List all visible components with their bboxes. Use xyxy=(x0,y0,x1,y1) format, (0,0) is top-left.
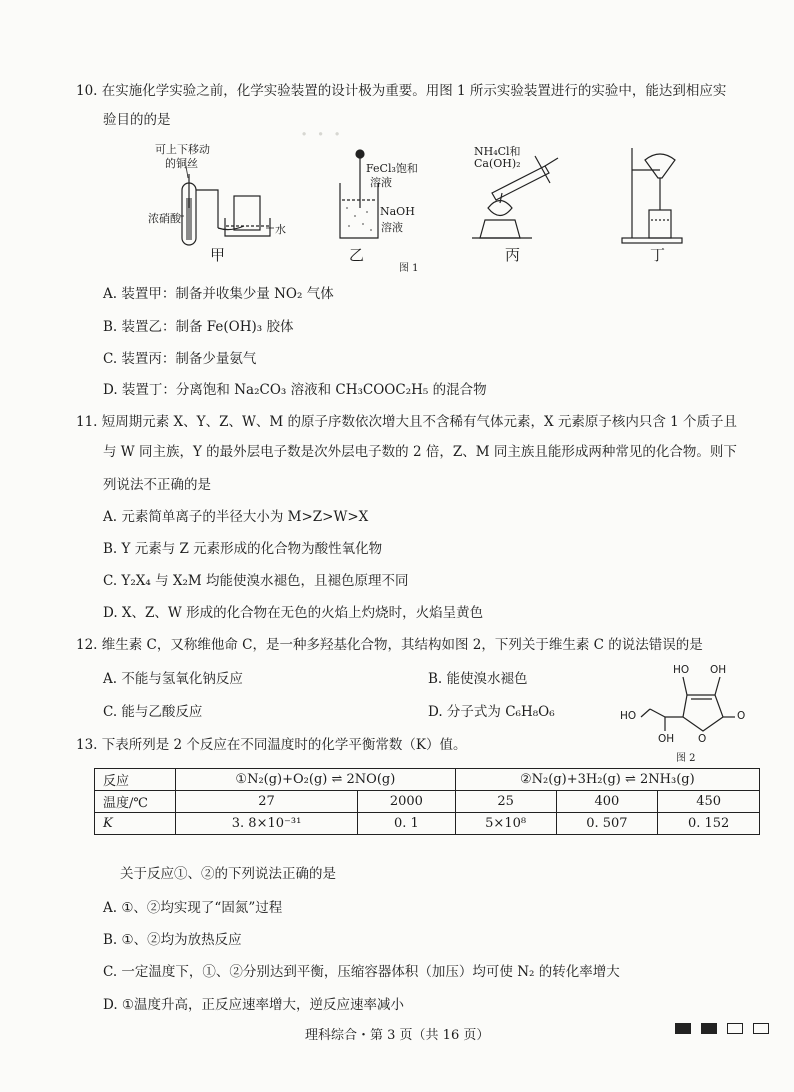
table-reaction-1: ①N₂(g)+O₂(g) ⇌ 2NO(g) xyxy=(176,769,456,791)
vc-label-oh: OH xyxy=(710,664,727,676)
figure-1-caption: 图 1 xyxy=(399,263,419,274)
vc-label-o-ring: O xyxy=(698,733,707,745)
q10-option-b: B. 装置乙：制备 Fe(OH)₃ 胶体 xyxy=(103,319,294,335)
q10-option-a: A. 装置甲：制备并收集少量 NO₂ 气体 xyxy=(103,286,334,302)
table-row-temperature xyxy=(95,791,760,813)
apparatus-ding xyxy=(622,148,682,243)
table-cell: 450 xyxy=(658,791,760,813)
label-ding: 丁 xyxy=(650,246,666,264)
q12-option-c: C. 能与乙酸反应 xyxy=(103,704,203,720)
q10-stem-line1: 10. 在实施化学实验之前，化学实验装置的设计极为重要。用图 1 所示实验装置进行的实验中，能达到相应实 xyxy=(76,83,727,99)
label-yi: 乙 xyxy=(349,246,365,264)
label-bing: 丙 xyxy=(505,246,521,264)
progress-mark-filled xyxy=(701,1023,717,1034)
label-water: 水 xyxy=(275,223,286,236)
q10-option-c: C. 装置丙：制备少量氨气 xyxy=(103,351,257,367)
table-cell: 0. 507 xyxy=(556,813,658,835)
table-cell: 27 xyxy=(176,791,358,813)
vc-label-ho: HO xyxy=(673,664,690,676)
q11-stem-line2: 与 W 同主族，Y 的最外层电子数是次外层电子数的 2 倍，Z、M 同主族且能形成两种常见的化合物。则下 xyxy=(103,444,737,460)
label-naoh-1: NaOH xyxy=(380,205,415,218)
progress-mark-filled xyxy=(675,1023,691,1034)
table-cell: 2000 xyxy=(358,791,456,813)
vc-label-o-carbonyl: O xyxy=(737,710,746,722)
q13-option-c: C. 一定温度下，①、②分别达到平衡，压缩容器体积（加压）均可使 N₂ 的转化率增大 xyxy=(103,964,620,980)
q13-sub-stem: 关于反应①、②的下列说法正确的是 xyxy=(120,866,336,882)
label-caoh2: Ca(OH)₂ xyxy=(474,157,521,170)
label-fecl3-1: FeCl₃饱和 xyxy=(366,162,418,175)
q12-option-a: A. 不能与氢氧化钠反应 xyxy=(103,671,243,687)
vc-label-ho-low: HO xyxy=(620,710,637,722)
q11-option-b: B. Y 元素与 Z 元素形成的化合物为酸性氧化物 xyxy=(103,541,383,557)
q11-option-d: D. X、Z、W 形成的化合物在无色的火焰上灼烧时，火焰呈黄色 xyxy=(103,605,484,621)
q10-stem-line2: 验目的的是 xyxy=(103,112,171,128)
q11-stem-line3: 列说法不正确的是 xyxy=(103,477,211,493)
bleed-through-text: · · · xyxy=(300,120,342,150)
q13-stem: 13. 下表所列是 2 个反应在不同温度时的化学平衡常数（K）值。 xyxy=(76,737,467,753)
table-cell: 0. 152 xyxy=(658,813,760,835)
figure-2-caption: 图 2 xyxy=(676,753,696,764)
label-conc-nitric-acid: 浓硝酸 xyxy=(148,212,181,225)
table-cell: 5×10⁸ xyxy=(455,813,556,835)
label-nh4cl: NH₄Cl和 xyxy=(474,145,521,158)
progress-mark-empty xyxy=(753,1023,769,1034)
label-jia: 甲 xyxy=(210,246,226,264)
table-row-reaction xyxy=(95,769,760,791)
table-head-reaction: 反应 xyxy=(95,769,176,791)
q11-stem-line1: 11. 短周期元素 X、Y、Z、W、M 的原子序数依次增大且不含稀有气体元素，X 元素原子核内只含 1 个质子且 xyxy=(76,414,738,430)
table-cell: 0. 1 xyxy=(358,813,456,835)
table-head-temperature: 温度/℃ xyxy=(95,791,176,813)
table-head-k: K xyxy=(95,813,176,835)
q11-option-c: C. Y₂X₄ 与 X₂M 均能使溴水褪色，且褪色原理不同 xyxy=(103,573,409,589)
q13-option-d: D. ①温度升高，正反应速率增大，逆反应速率减小 xyxy=(103,997,405,1013)
label-fecl3-2: 溶液 xyxy=(370,176,392,189)
q12-option-d: D. 分子式为 C₆H₈O₆ xyxy=(428,704,555,720)
table-cell: 3. 8×10⁻³¹ xyxy=(176,813,358,835)
q13-option-b: B. ①、②均为放热反应 xyxy=(103,932,242,948)
label-copper-wire-2: 的铜丝 xyxy=(165,157,198,170)
q10-option-d: D. 装置丁：分离饱和 Na₂CO₃ 溶液和 CH₃COOC₂H₅ 的混合物 xyxy=(103,382,487,398)
label-naoh-2: 溶液 xyxy=(381,221,403,234)
apparatus-jia xyxy=(182,174,270,245)
table-cell: 25 xyxy=(455,791,556,813)
label-copper-wire-1: 可上下移动 xyxy=(155,143,210,156)
q11-option-a: A. 元素简单离子的半径大小为 M>Z>W>X xyxy=(103,509,369,525)
progress-mark-empty xyxy=(727,1023,743,1034)
page-progress-marks xyxy=(675,1022,779,1038)
q13-option-a: A. ①、②均实现了“固氮”过程 xyxy=(103,900,283,916)
page-footer: 理科综合・第 3 页（共 16 页） xyxy=(305,1028,490,1043)
vc-label-oh-low: OH xyxy=(658,733,675,745)
equilibrium-constant-table xyxy=(94,768,760,835)
q12-stem: 12. 维生素 C，又称维他命 C，是一种多羟基化合物，其结构如图 2，下列关于维生素 C 的说法错误的是 xyxy=(76,637,703,653)
q12-option-b: B. 能使溴水褪色 xyxy=(428,671,528,687)
table-row-k xyxy=(95,813,760,835)
table-cell: 400 xyxy=(556,791,658,813)
table-reaction-2: ②N₂(g)+3H₂(g) ⇌ 2NH₃(g) xyxy=(455,769,759,791)
